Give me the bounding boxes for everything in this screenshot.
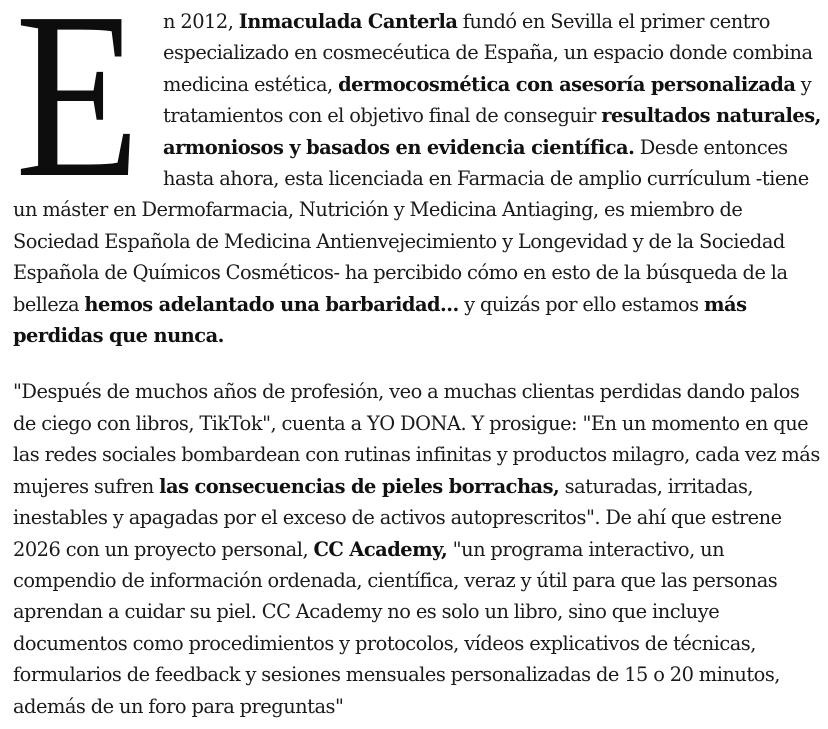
paragraph-text: Desde entonces hasta ahora, esta licenciada en Farmacia de amplio currículum -tiene un máster en Dermofarmacia, Nutrición y Medicina Antiaging, es miembro de Sociedad Española de Medicina Antienvejecimiento y Longevidad y de la Sociedad Española de Químicos Cosméticos- ha percibido cómo en esto de la búsqueda de la belleza <box>13 135 809 316</box>
bold-phrase: más perdidas que nunca. <box>13 292 747 348</box>
article-paragraph <box>13 376 821 721</box>
drop-cap-letter: E <box>15 0 141 227</box>
paragraph-text: n 2012, <box>163 10 239 33</box>
quote-text: saturadas, irritadas, inestables y apagadas por el exceso de activos autoprescritos". De ahí que estrene 2026 con un proyecto personal, <box>13 474 782 561</box>
bold-phrase: CC Academy, <box>313 537 448 561</box>
bold-phrase: hemos adelantado una barbaridad... <box>84 292 459 316</box>
paragraph-text: y quizás por ello estamos <box>458 292 704 316</box>
bold-phrase: Inmaculada Canterla <box>238 10 458 33</box>
paragraph-text: fundó en Sevilla el primer centro especializado en cosmecéutica de España, un espacio donde combina medicina estética, <box>163 10 813 96</box>
quote-text: "un programa interactivo, un compendio de información ordenada, científica, veraz y útil para que las personas aprendan a cuidar su piel. CC Academy no es solo un libro, sino que incluye documentos como procedimientos y protocolos, vídeos explicativos de técnicas, formularios de feedback y sesiones mensuales personalizadas de 15 o 20 minutos, además de un foro para preguntas" <box>13 537 780 718</box>
article-paragraph <box>13 0 821 351</box>
article-body <box>13 0 821 722</box>
bold-phrase: las consecuencias de pieles borrachas, <box>159 474 560 498</box>
paragraph-text: y tratamientos con el objetivo final de conseguir <box>163 72 812 128</box>
quote-text: "Después de muchos años de profesión, veo a muchas clientas perdidas dando palos de ciego con libros, TikTok", cuenta a YO DONA. Y prosigue: "En un momento en que las redes sociales bombardean con rutinas infinitas y productos milagro, cada vez más mujeres sufren <box>13 380 820 498</box>
bold-phrase: dermocosmética con asesoría personalizada <box>338 72 796 96</box>
bold-phrase: resultados naturales, armoniosos y basados en evidencia científica. <box>163 104 821 159</box>
